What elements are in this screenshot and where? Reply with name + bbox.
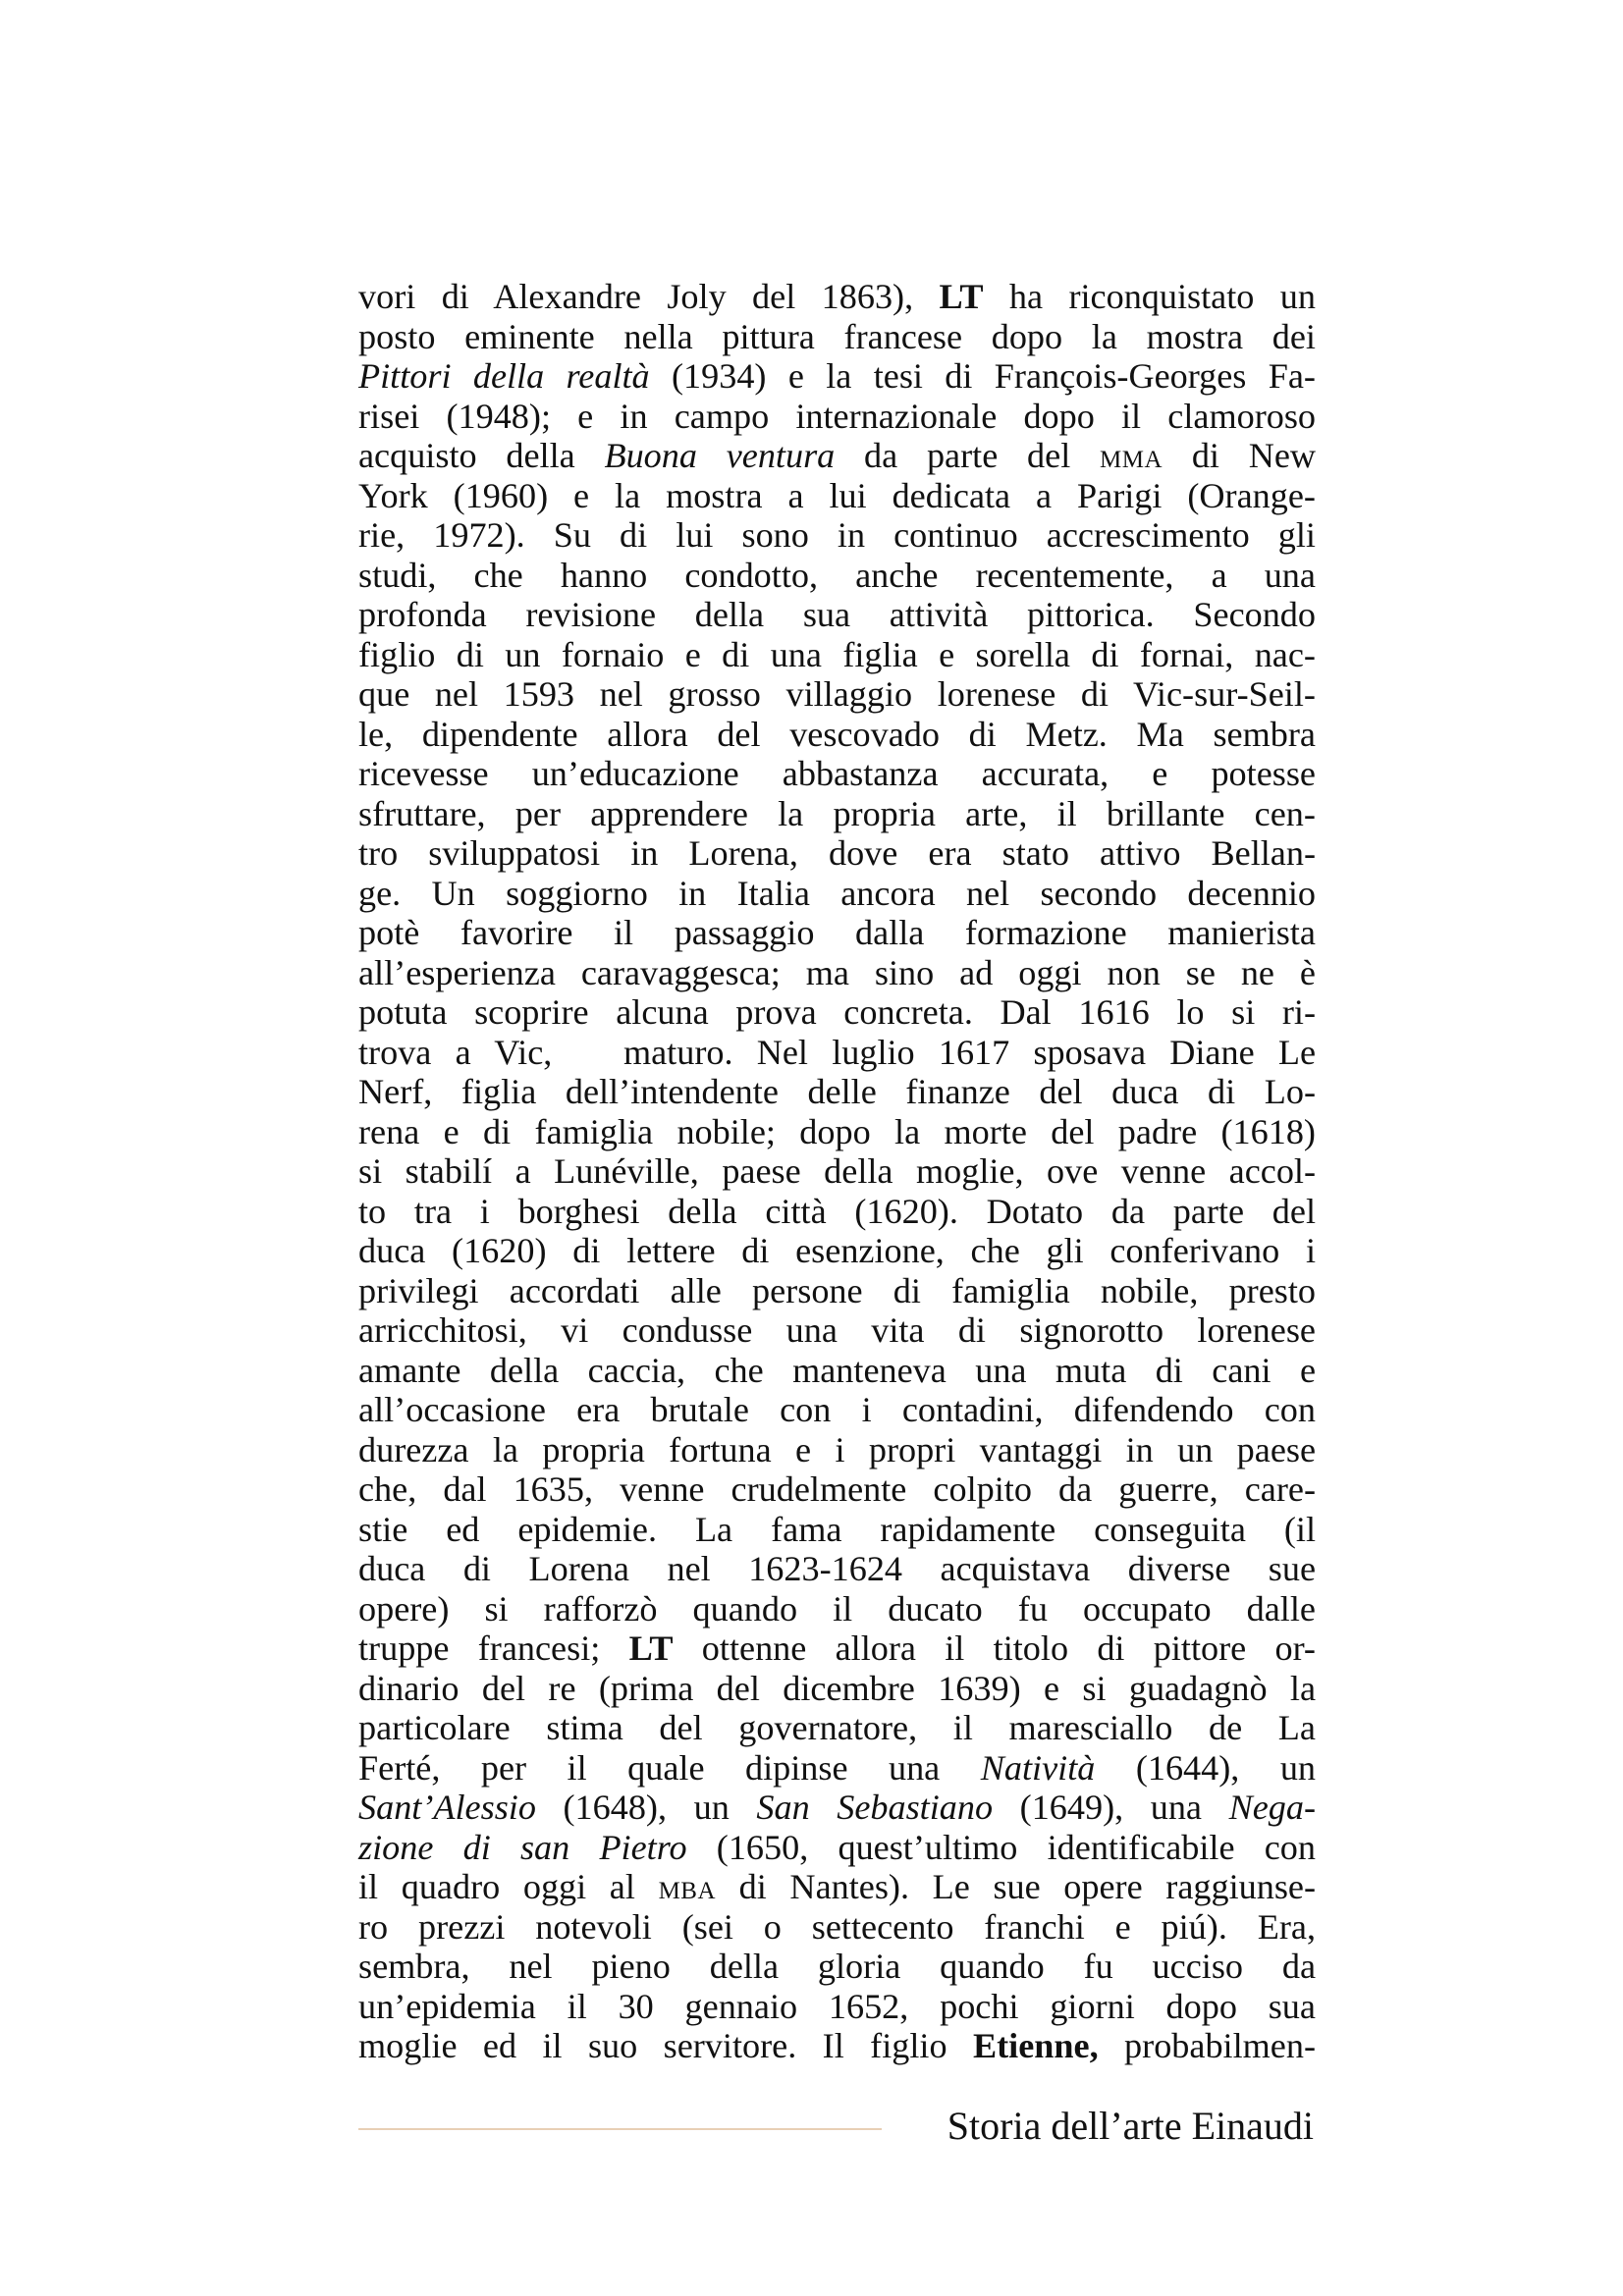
italic-title: Natività bbox=[980, 1747, 1096, 1788]
museum-abbreviation: mma bbox=[1100, 436, 1163, 475]
text-run: Ferté, per il quale dipinse una bbox=[358, 1747, 981, 1788]
text-run: (1644), un bbox=[1095, 1747, 1317, 1788]
text-line bbox=[358, 715, 1316, 755]
text-line bbox=[358, 1589, 1316, 1629]
text-line bbox=[358, 992, 1316, 1033]
bold-text: LT bbox=[939, 277, 984, 316]
text-run: durezza la propria fortuna e i propri vantaggi in un paese bbox=[358, 1429, 1317, 1469]
text-line bbox=[358, 1430, 1316, 1470]
text-run: potuta scoprire alcuna prova concreta. Dal 1616 lo si ri- bbox=[358, 992, 1317, 1032]
text-run: all’esperienza caravaggesca; ma sino ad oggi non se ne è bbox=[358, 952, 1316, 992]
text-line bbox=[358, 595, 1316, 635]
text-line bbox=[358, 1708, 1316, 1748]
text-line bbox=[358, 635, 1316, 675]
text-line bbox=[358, 1151, 1316, 1192]
text-run: le, dipendente allora del vescovado di Metz. Ma sembra bbox=[358, 714, 1316, 754]
text-line bbox=[358, 356, 1316, 397]
text-line bbox=[358, 1310, 1316, 1351]
text-line bbox=[358, 1828, 1316, 1868]
text-line bbox=[358, 794, 1316, 834]
text-run: rie, 1972). Su di lui sono in continuo accrescimento gli bbox=[358, 515, 1316, 555]
footer-title: Storia dell’arte Einaudi bbox=[947, 2104, 1314, 2148]
text-line bbox=[358, 1390, 1316, 1430]
italic-title: Sant’Alessio bbox=[358, 1788, 536, 1827]
text-run: si stabilí a Lunéville, paese della moglie, ove venne accol- bbox=[358, 1151, 1317, 1191]
text-run: di Nantes). Le sue opere raggiunse- bbox=[716, 1867, 1317, 1906]
text-line bbox=[358, 1987, 1316, 2027]
text-run: que nel 1593 nel grosso villaggio lorenese di Vic-sur-Seil- bbox=[358, 674, 1316, 714]
text-line bbox=[358, 1549, 1316, 1589]
italic-title: Buona ventura bbox=[604, 436, 836, 475]
text-run: Nerf, figlia dell’intendente delle finanze del duca di Lo- bbox=[358, 1072, 1317, 1111]
text-run: ricevesse un’educazione abbastanza accurata, e potesse bbox=[358, 754, 1316, 793]
text-run: trova a Vic, maturo. Nel luglio 1617 sposava Diane Le bbox=[358, 1032, 1317, 1072]
text-line bbox=[358, 2026, 1316, 2066]
italic-title: San Sebastiano bbox=[756, 1788, 994, 1827]
museum-abbreviation: mba bbox=[658, 1867, 717, 1906]
text-line bbox=[358, 1351, 1316, 1391]
text-run: ottenne allora il titolo di pittore or- bbox=[673, 1629, 1316, 1668]
text-run: acquisto della bbox=[358, 436, 605, 475]
text-run: tro sviluppatosi in Lorena, dove era stato attivo Bellan- bbox=[358, 833, 1317, 873]
text-line bbox=[358, 1033, 1316, 1073]
text-line bbox=[358, 1271, 1316, 1311]
italic-title: Nega- bbox=[1228, 1788, 1317, 1827]
text-run: amante della caccia, che manteneva una muta di cani e bbox=[358, 1350, 1317, 1390]
text-line bbox=[358, 1192, 1316, 1232]
text-line bbox=[358, 833, 1316, 874]
text-run: arricchitosi, vi condusse una vita di signorotto lorenese bbox=[358, 1310, 1316, 1350]
text-run: opere) si rafforzò quando il ducato fu occupato dalle bbox=[358, 1588, 1316, 1629]
text-run: York (1960) e la mostra a lui dedicata a Parigi (Orange- bbox=[358, 475, 1316, 515]
text-line bbox=[358, 754, 1316, 794]
text-line bbox=[358, 1231, 1316, 1271]
text-line bbox=[358, 874, 1316, 914]
text-line bbox=[358, 674, 1316, 715]
text-run: rena e di famiglia nobile; dopo la morte del padre (1618) bbox=[358, 1111, 1316, 1151]
bold-text: Etienne, bbox=[972, 2026, 1099, 2065]
text-run: to tra i borghesi della città (1620). Dotato da parte del bbox=[358, 1191, 1317, 1231]
text-run: duca (1620) di lettere di esenzione, che gli conferivano i bbox=[358, 1231, 1317, 1270]
text-run: sembra, nel pieno della gloria quando fu ucciso da bbox=[358, 1947, 1317, 1986]
text-run: ge. Un soggiorno in Italia ancora nel secondo decennio bbox=[358, 873, 1317, 913]
text-line bbox=[358, 953, 1316, 993]
text-run: duca di Lorena nel 1623-1624 acquistava diverse sue bbox=[358, 1549, 1317, 1588]
text-run: sfruttare, per apprendere la propria arte, il brillante cen- bbox=[358, 793, 1316, 833]
text-run: (1934) e la tesi di François-Georges Fa- bbox=[649, 356, 1316, 396]
text-line bbox=[358, 913, 1316, 953]
text-run: (1648), un bbox=[535, 1788, 757, 1827]
body-text bbox=[358, 277, 1316, 2066]
text-run: (1650, quest’ultimo identificabile con bbox=[686, 1827, 1316, 1867]
text-run: vori di Alexandre Joly del 1863), bbox=[358, 277, 940, 316]
text-run: figlio di un fornaio e di una figlia e sorella di fornai, nac- bbox=[358, 634, 1316, 674]
italic-title: Pittori della realtà bbox=[358, 356, 650, 396]
text-line bbox=[358, 476, 1316, 516]
text-line bbox=[358, 397, 1316, 437]
text-run: di New bbox=[1163, 436, 1317, 475]
text-line bbox=[358, 1112, 1316, 1152]
text-run: posto eminente nella pittura francese dopo la mostra dei bbox=[358, 316, 1316, 356]
text-run: che, dal 1635, venne crudelmente colpito da guerre, care- bbox=[358, 1469, 1316, 1509]
text-run: ro prezzi notevoli (sei o settecento franchi e piú). Era, bbox=[358, 1906, 1316, 1947]
text-run: da parte del bbox=[835, 436, 1101, 475]
text-line bbox=[358, 277, 1316, 317]
text-line bbox=[358, 1629, 1316, 1669]
text-run: (1649), una bbox=[993, 1788, 1229, 1827]
text-run: ha riconquistato un bbox=[983, 277, 1316, 316]
text-line bbox=[358, 1072, 1316, 1112]
text-run: particolare stima del governatore, il maresciallo de La bbox=[358, 1708, 1316, 1747]
text-line bbox=[358, 556, 1316, 596]
text-line bbox=[358, 436, 1316, 476]
text-line bbox=[358, 317, 1316, 357]
text-run: potè favorire il passaggio dalla formazione manierista bbox=[358, 913, 1316, 952]
text-run: il quadro oggi al bbox=[358, 1867, 659, 1906]
text-run: probabilmen- bbox=[1098, 2026, 1317, 2065]
text-line bbox=[358, 1469, 1316, 1510]
italic-title: zione di san Pietro bbox=[358, 1827, 687, 1867]
text-line bbox=[358, 1867, 1316, 1907]
text-line bbox=[358, 1788, 1316, 1828]
text-line bbox=[358, 1510, 1316, 1550]
text-line bbox=[358, 1947, 1316, 1987]
text-run: dinario del re (prima del dicembre 1639) e si guadagnò la bbox=[358, 1668, 1317, 1708]
footer-rule bbox=[358, 2128, 882, 2130]
bold-text: LT bbox=[628, 1629, 674, 1668]
text-run: un’epidemia il 30 gennaio 1652, pochi giorni dopo sua bbox=[358, 1986, 1316, 2026]
text-run: all’occasione era brutale con i contadini, difendendo con bbox=[358, 1390, 1316, 1429]
text-line bbox=[358, 515, 1316, 556]
text-run: moglie ed il suo servitore. Il figlio bbox=[358, 2026, 973, 2065]
text-run: risei (1948); e in campo internazionale dopo il clamoroso bbox=[358, 396, 1317, 436]
text-run: studi, che hanno condotto, anche recentemente, a una bbox=[358, 555, 1316, 595]
text-run: privilegi accordati alle persone di famiglia nobile, presto bbox=[358, 1270, 1317, 1310]
text-run: stie ed epidemie. La fama rapidamente conseguita (il bbox=[358, 1509, 1317, 1549]
text-line bbox=[358, 1748, 1316, 1789]
text-run: profonda revisione della sua attività pittorica. Secondo bbox=[358, 595, 1316, 634]
text-line bbox=[358, 1669, 1316, 1709]
text-line bbox=[358, 1907, 1316, 1948]
text-run: truppe francesi; bbox=[358, 1629, 629, 1668]
